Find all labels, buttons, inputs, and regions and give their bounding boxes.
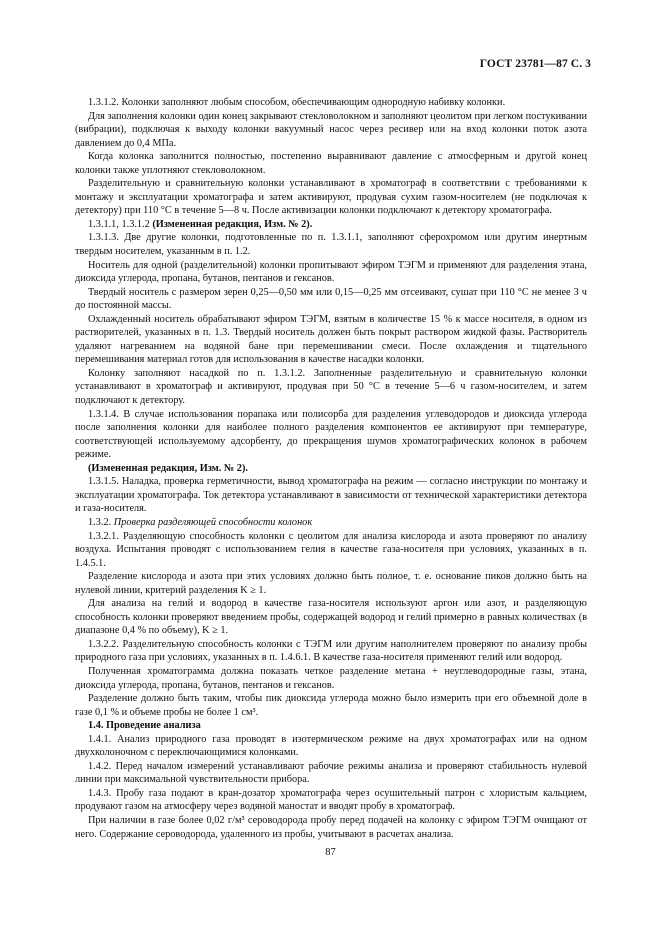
paragraph: 1.4.3. Пробу газа подают в кран-дозатор хроматографа через осушительный патрон с хлористым кальцием, продувают газом на атмосферу через водяной маностат и вводят пробу в хроматограф. [75,787,587,813]
paragraph: 1.3.1.4. В случае использования порапака или полисорба для разделения углеводородов и диоксида углерода после заполнения колонки для наиболее полного разделения компонентов ее активируют при температуре, соответствующей используемому адсорбенту, до прекращения шумов хроматографических колонок в рабочем режиме. [75,408,587,461]
subsection-number: 1.3.2. [88,516,112,528]
paragraph: 1.3.2.1. Разделяющую способность колонки с цеолитом для анализа кислорода и азота проверяют по анализу воздуха. Испытания проводят с использованием гелия в качестве газа-носителя при условиях, указанных в п. 1.4.5.1. [75,530,587,569]
subsection-heading [75,516,587,530]
amendment-note: (Измененная редакция, Изм. № 2). [88,462,248,474]
paragraph: Носитель для одной (разделительной) колонки пропитывают эфиром ТЭГМ и применяют для разделения этана, диоксида углерода, пропана, бутанов, пентанов и гексанов. [75,259,587,285]
page-header: ГОСТ 23781—87 С. 3 [479,58,591,70]
paragraph: 1.3.1.3. Две другие колонки, подготовленные по п. 1.3.1.1, заполняют сферохромом или другим инертным твердым носителем, указанным в п. 1.2. [75,232,587,258]
paragraph: Колонку заполняют насадкой по п. 1.3.1.2. Заполненные разделительную и сравнительную колонки устанавливают в хроматограф и активируют, продувая при 50 °С в течение 5—6 ч газом-носителем, и затем подключают к детектору. [75,367,587,407]
paragraph: 1.3.2.2. Разделительную способность колонки с ТЭГМ или другим наполнителем проверяют по анализу пробы природного газа при условиях, указанных в п. 1.4.6.1. В качестве газа-носителя применяют гелий или водород. [75,638,587,664]
paragraph-amendment [75,218,587,232]
subsection-title: Проверка разделяющей способности колонок [113,516,313,528]
section-heading: 1.4. Проведение анализа [88,720,201,732]
clause-reference: 1.3.1.1, 1.3.1.2 [88,218,150,230]
paragraph: Для анализа на гелий и водород в качестве газа-носителя используют аргон или азот, и разделяющую способность колонки проверяют введением пробы, содержащей водород и гелий примерно в равных количествах (в диапазоне 0,4 % по объему), K ≥ 1. [75,598,587,637]
document-body [75,96,587,841]
paragraph: Твердый носитель с размером зерен 0,25—0,50 мм или 0,15—0,25 мм отсеивают, сушат при 110 °С не менее 3 ч до постоянной массы. [75,286,587,312]
paragraph: Полученная хроматограмма должна показать четкое разделение метана + неуглеводородные газы, этана, диоксида углерода, пропана, бутанов, пентанов и гексанов. [75,665,587,691]
paragraph: Когда колонка заполнится полностью, постепенно выравнивают давление с атмосферным и другой конец колонки также уплотняют стекловолокном. [75,151,587,176]
paragraph: Разделительную и сравнительную колонки устанавливают в хроматограф в соответствии с требованиями к монтажу и эксплуатации хроматографа и затем активируют, продувая сухим газом-носителем (не подключая к детектору) при 110 °С в течение 5—8 ч. После активизации колонки подключают к детектору хроматографа. [75,178,587,217]
amendment-note: (Измененная редакция, Изм. № 2). [152,218,313,230]
paragraph: 1.3.1.5. Наладка, проверка герметичности, вывод хроматографа на режим — согласно инструкции по монтажу и эксплуатации хроматографа. Ток детектора устанавливают в зависимости от технической характеристики детектора и газа-носителя. [75,476,587,515]
page-number: 87 [325,847,336,858]
paragraph: При наличии в газе более 0,02 г/м³ сероводорода пробу перед подачей на колонку с эфиром ТЭГМ очищают от него. Содержание сероводорода, удаленного из пробы, учитывают в расчетах анализа. [75,814,587,840]
paragraph: Охлажденный носитель обрабатывают эфиром ТЭГМ, взятым в количестве 15 % к массе носителя, в одном из растворителей, указанных в п. 1.3. Твердый носитель должен быть покрыт раствором жидкой фазы. Растворитель удаляют нагреванием на водяной бане при перемешивании смеси. После охлаждения и тщательного перемешивания материал готов для использования в качестве насадки колонки. [75,313,587,366]
paragraph: Разделение кислорода и азота при этих условиях должно быть полное, т. е. основание пиков должно быть на нулевой линии, критерий разделения K ≥ 1. [75,571,587,596]
paragraph: Разделение должно быть таким, чтобы пик диоксида углерода можно было измерить при его объемной доле в газе 0,1 % и объеме пробы не более 1 см³. [75,693,587,718]
paragraph: 1.4.2. Перед началом измерений устанавливают рабочие режимы анализа и проверяют стабильность нулевой линии при максимальной чувствительности прибора. [75,760,587,786]
paragraph: 1.3.1.2. Колонки заполняют любым способом, обеспечивающим однородную набивку колонки. [88,97,506,108]
paragraph: Для заполнения колонки один конец закрывают стекловолокном и заполняют цеолитом при легком постукивании (вибрации), подключая к выходу колонки вакуумный насос через ресивер или на вход колонки поток азота давлением до 0,4 МПа. [75,110,587,149]
paragraph: 1.4.1. Анализ природного газа проводят в изотермическом режиме на двух хроматографах или на одном двухколоночном с переключающимися колонками. [75,733,587,759]
